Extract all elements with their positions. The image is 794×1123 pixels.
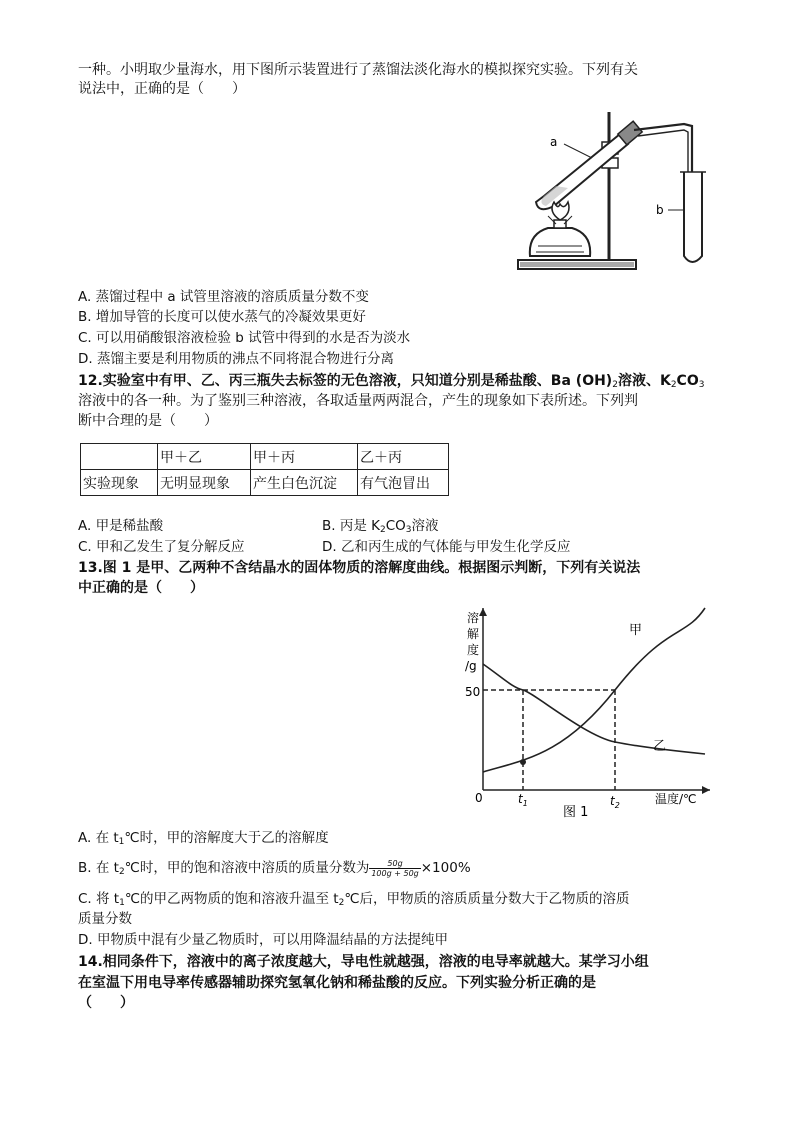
q11-intro-line2: 说法中，正确的是（ ） — [78, 81, 246, 97]
table-cell: 无明显现象 — [158, 470, 251, 496]
q12-option-b[interactable]: B. 丙是 $K_2CO_3$溶液 — [322, 518, 439, 535]
test-tube-b — [684, 172, 702, 262]
q13-option-d[interactable]: D. 甲物质中混有少量乙物质时，可以用降温结晶的方法提纯甲 — [78, 932, 448, 948]
x-tick-0: 0 — [475, 791, 483, 805]
q11-intro-line1: 一种。小明取少量海水，用下图所示装置进行了蒸馏法淡化海水的模拟探究实验。下列有关 — [78, 62, 638, 78]
x-axis-label: 温度/℃ — [655, 792, 697, 806]
solubility-curve-chart — [455, 600, 720, 822]
table-row — [81, 470, 449, 496]
fraction: $\frac{50g}{100g + 50g}$ — [371, 858, 419, 878]
label-a: a — [550, 135, 558, 149]
series-label-yi: 乙 — [653, 739, 667, 754]
table-header-cell: 乙＋丙 — [358, 444, 449, 470]
q14-line3: （ ） — [78, 995, 134, 1011]
q13-option-b[interactable]: B. 在 $t_2℃$时，甲的饱和溶液中溶质的质量分数为 $\frac{50g}{100g + 50g}$ ×100% — [78, 858, 471, 878]
q12-line1: 12.实验室中有甲、乙、丙三瓶失去标签的无色溶液，只知道分别是稀盐酸、Ba $(OH)_2$溶液、$K_2CO_3$ — [78, 373, 705, 390]
q12-option-a[interactable]: A. 甲是稀盐酸 — [78, 518, 164, 534]
table-header-cell — [81, 444, 158, 470]
series-yi-curve — [483, 664, 705, 754]
q11-option-b[interactable]: B. 增加导管的长度可以使水蒸气的冷凝效果更好 — [78, 309, 366, 325]
q13-option-a[interactable]: A. 在 $t_1℃$时，甲的溶解度大于乙的溶解度 — [78, 830, 329, 847]
figure-caption: 图 1 — [563, 805, 589, 820]
y-axis-label-4: /g — [465, 659, 477, 673]
q13-option-c-line2[interactable]: 质量分数 — [78, 911, 132, 927]
y-axis-label-1: 溶 — [467, 611, 480, 625]
x-tick-t2: $t_2$ — [610, 794, 620, 810]
q11-option-c[interactable]: C. 可以用硝酸银溶液检验 b 试管中得到的水是否为淡水 — [78, 330, 411, 346]
y-axis-label-3: 度 — [467, 643, 480, 657]
table-row-label: 实验现象 — [81, 470, 158, 496]
q12-line2: 溶液中的各一种。为了鉴别三种溶液，各取适量两两混合，产生的现象如下表所述。下列判 — [78, 393, 638, 409]
flame — [552, 202, 569, 220]
label-a-leader — [564, 144, 592, 158]
table-header-cell: 甲＋乙 — [158, 444, 251, 470]
y-tick-50: 50 — [465, 685, 481, 699]
q12-option-d[interactable]: D. 乙和丙生成的气体能与甲发生化学反应 — [322, 539, 571, 555]
x-tick-t1: $t_1$ — [518, 792, 528, 808]
q14-line1: 14.相同条件下，溶液中的离子浓度越大，导电性就越强，溶液的电导率就越大。某学习小组 — [78, 954, 649, 970]
q12-option-c[interactable]: C. 甲和乙发生了复分解反应 — [78, 539, 245, 555]
q13-line2: 中正确的是（ ） — [78, 580, 204, 596]
label-b: b — [656, 203, 664, 217]
distillation-apparatus-figure — [508, 106, 730, 276]
point-jia-t1 — [520, 759, 526, 765]
table-cell: 有气泡冒出 — [358, 470, 449, 496]
q13-option-c-line1[interactable]: C. 将 $t_1℃$的甲乙两物质的饱和溶液升温至 $t_2℃$后，甲物质的溶质质量分数大于乙物质的溶质 — [78, 891, 630, 908]
q12-line3: 断中合理的是（ ） — [78, 413, 218, 429]
table-header-cell: 甲＋丙 — [251, 444, 358, 470]
q11-option-a[interactable]: A. 蒸馏过程中 a 试管里溶液的溶质质量分数不变 — [78, 289, 369, 305]
q13-line1: 13.图 1 是甲、乙两种不含结晶水的固体物质的溶解度曲线。根据图示判断，下列有关说法 — [78, 560, 641, 576]
q12-results-table — [80, 443, 449, 496]
series-label-jia: 甲 — [629, 623, 643, 638]
q11-option-d[interactable]: D. 蒸馏主要是利用物质的沸点不同将混合物进行分离 — [78, 351, 394, 367]
table-header-row — [81, 444, 449, 470]
q14-line2: 在室温下用电导率传感器辅助探究氢氧化钠和稀盐酸的反应。下列实验分析正确的是 — [78, 975, 596, 991]
y-axis-label-2: 解 — [467, 627, 480, 641]
table-cell: 产生白色沉淀 — [251, 470, 358, 496]
